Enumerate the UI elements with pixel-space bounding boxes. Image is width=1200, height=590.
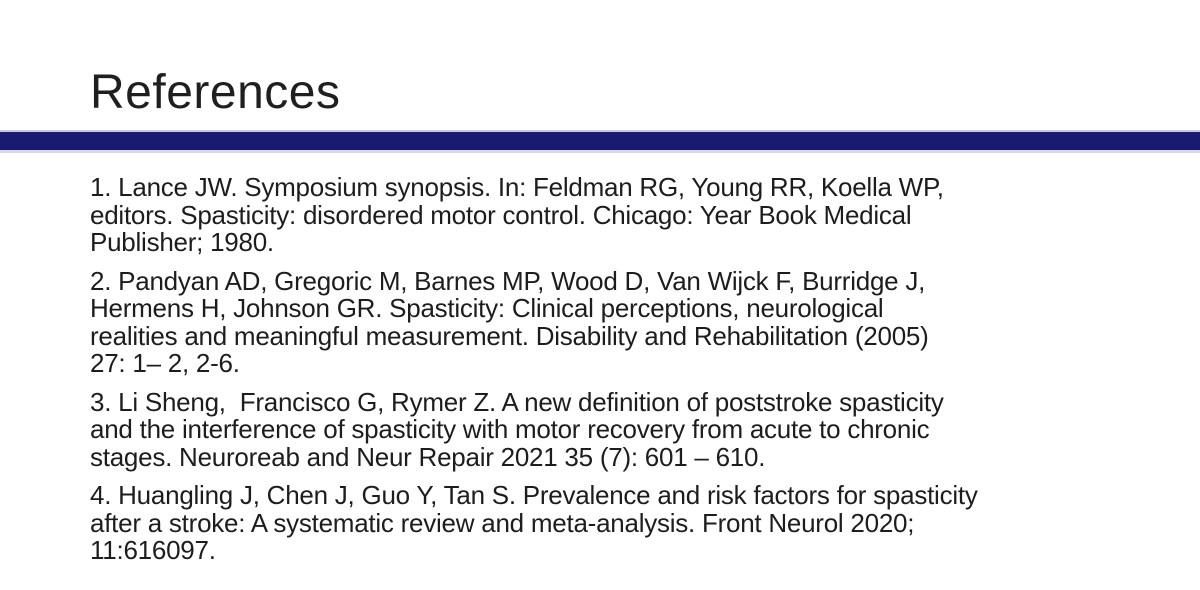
reference-line: stages. Neuroreab and Neur Repair 2021 35 (7): 601 – 610. [90, 441, 766, 472]
reference-line: editors. Spasticity: disordered motor control. Chicago: Year Book Medical [90, 199, 912, 230]
title-divider-bar [0, 130, 1200, 153]
reference-item-1 [90, 174, 1120, 257]
reference-line: after a stroke: A systematic review and meta-analysis. Front Neurol 2020; [90, 507, 915, 538]
reference-line: 3. Li Sheng, Francisco G, Rymer Z. A new definition of poststroke spasticity [90, 386, 944, 417]
reference-line: realities and meaningful measurement. Disability and Rehabilitation (2005) [90, 320, 929, 351]
reference-item-4 [90, 482, 1120, 565]
reference-line: 4. Huangling J, Chen J, Guo Y, Tan S. Prevalence and risk factors for spasticity [90, 480, 978, 510]
reference-line: 1. Lance JW. Symposium synopsis. In: Feldman RG, Young RR, Koella WP, [90, 172, 944, 202]
references-list [90, 174, 1120, 576]
page-title: References [90, 66, 341, 119]
reference-line: Hermens H, Johnson GR. Spasticity: Clinical perceptions, neurological [90, 293, 884, 323]
reference-line: 11:616097. [90, 535, 216, 565]
reference-line: 27: 1– 2, 2-6. [90, 348, 240, 378]
reference-item-2 [90, 265, 1120, 378]
reference-line: 2. Pandyan AD, Gregoric M, Barnes MP, Wood D, Van Wijck F, Burridge J, [90, 265, 926, 296]
reference-item-3 [90, 386, 1120, 472]
reference-line: and the interference of spasticity with motor recovery from acute to chronic [90, 414, 930, 444]
reference-line: Publisher; 1980. [90, 227, 274, 257]
